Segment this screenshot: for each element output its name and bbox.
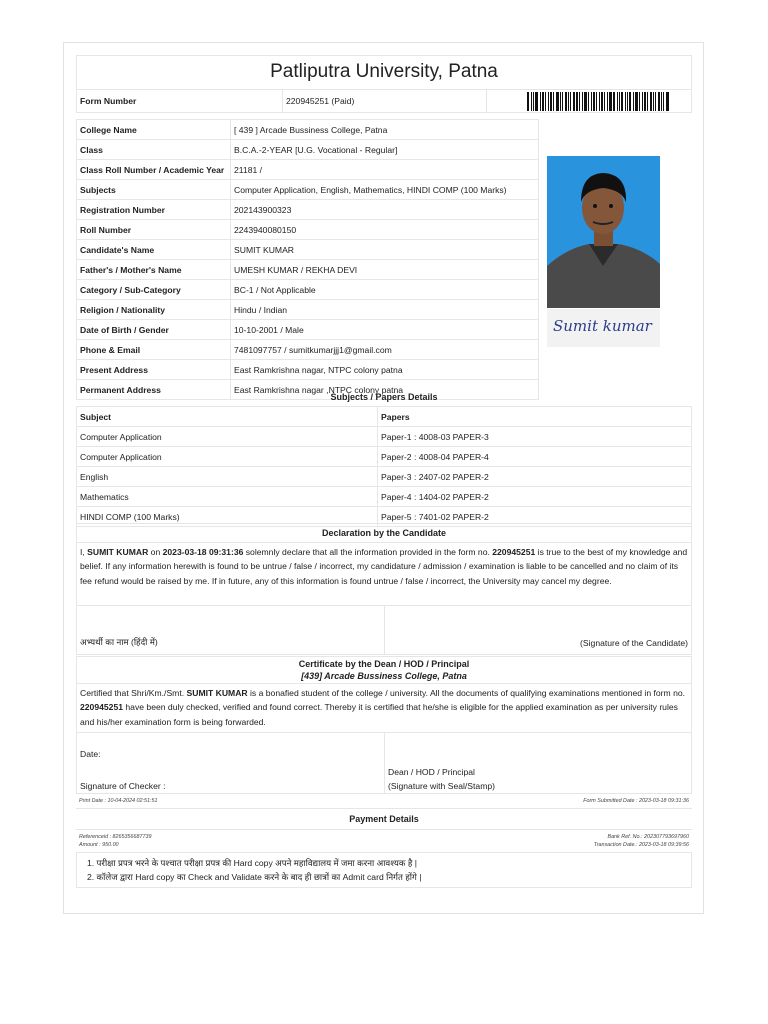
subjects-heading: Subjects / Papers Details — [330, 391, 438, 402]
barcode-bar — [527, 92, 529, 111]
barcode-bar — [560, 92, 561, 111]
date-label: Date: — [80, 749, 101, 759]
detail-row — [77, 200, 539, 220]
barcode-bar — [540, 92, 541, 111]
subject-name: English — [77, 467, 378, 487]
certificate-part: have been duly checked, verified and found correct. Thereby it is certified that he/she is eligible for the applied examination as per university rules and his/her examination form is being forwarded. — [80, 702, 678, 727]
subject-row — [77, 427, 692, 447]
amount: Amount : 950.00 — [79, 842, 119, 848]
paper-name: Paper-4 : 1404-02 PAPER-2 — [378, 487, 692, 507]
detail-row — [77, 320, 539, 340]
barcode-bar — [650, 92, 652, 111]
barcode-bar — [568, 92, 569, 111]
barcode-bar — [666, 92, 669, 111]
detail-row — [77, 220, 539, 240]
barcode-bar — [607, 92, 608, 111]
barcode-bar — [542, 92, 544, 111]
barcode-bar — [531, 92, 532, 111]
certificate-part: Certified that Shri/Km./Smt. — [80, 688, 187, 698]
barcode-bar — [635, 92, 638, 111]
barcode-bar — [619, 92, 620, 111]
declaration-part: solemnly declare that all the information provided in the form no. — [243, 547, 493, 557]
barcode-bar — [579, 92, 580, 111]
barcode-bar — [562, 92, 563, 111]
reference-id: Referenceid : 8265356687739 — [79, 834, 152, 840]
payment-section — [76, 808, 692, 888]
detail-label: Permanent Address — [77, 380, 231, 400]
barcode-bar — [556, 92, 559, 111]
detail-label: Roll Number — [77, 220, 231, 240]
signature-text: Sumit kumar — [553, 317, 652, 335]
subject-row — [77, 447, 692, 467]
instruction-note: 2. कॉलेज द्वारा Hard copy का Check and Validate करने के बाद ही छात्रों का Admit card निर्गत होंगे | — [87, 872, 422, 882]
barcode-bar — [601, 92, 603, 111]
barcode-bar — [627, 92, 628, 111]
barcode-bar — [663, 92, 664, 111]
barcode-bar — [570, 92, 571, 111]
detail-value: 7481097757 / sumitkumarjjj1@gmail.com — [231, 340, 539, 360]
checker-signature-label: Signature of Checker : — [80, 781, 166, 791]
university-title: Patliputra University, Patna — [76, 55, 692, 89]
subject-name: Computer Application — [77, 447, 378, 467]
barcode-bar — [588, 92, 589, 111]
detail-value: 202143900323 — [231, 200, 539, 220]
declaration-part: is true to the best of my knowledge and belief. If any information herewith is found to be untrue / false / incorrect, my candidature / admission / examination is liable to be cancelled and no claim of its fee refund would be raised by me. If in future, any of this information is found untrue / false / incorrect, the University may cancel my degree. — [80, 547, 688, 586]
paper-name: Paper-2 : 4008-04 PAPER-4 — [378, 447, 692, 467]
barcode-bar — [550, 92, 552, 111]
barcode-bar — [655, 92, 656, 111]
barcode-bar — [658, 92, 660, 111]
detail-value: [ 439 ] Arcade Bussiness College, Patna — [231, 120, 539, 140]
dates-row — [76, 797, 692, 806]
barcode-bar — [644, 92, 646, 111]
detail-row — [77, 240, 539, 260]
subject-column-header: Subject — [77, 407, 378, 427]
detail-row — [77, 140, 539, 160]
declaration-part: on — [148, 547, 163, 557]
detail-row — [77, 300, 539, 320]
instruction-note: 1. परीक्षा प्रपत्र भरने के पश्चात परीक्षा प्रपत्र की Hard copy अपने महाविद्यालय में जमा करना आवश्यक है | — [87, 858, 418, 868]
barcode-bar — [617, 92, 618, 111]
detail-label: Date of Birth / Gender — [77, 320, 231, 340]
candidate-signature — [547, 309, 660, 347]
payment-heading: Payment Details — [76, 809, 692, 830]
certificate-form-number: 220945251 — [80, 702, 124, 713]
detail-row — [77, 120, 539, 140]
detail-row — [77, 280, 539, 300]
detail-value: 10-10-2001 / Male — [231, 320, 539, 340]
barcode-bar — [599, 92, 600, 111]
detail-value: East Ramkrishna nagar ,NTPC colony patna — [231, 380, 539, 400]
detail-value: 2243940080150 — [231, 220, 539, 240]
detail-label: Registration Number — [77, 200, 231, 220]
barcode-bar — [642, 92, 643, 111]
detail-row — [77, 180, 539, 200]
barcode-bar — [593, 92, 595, 111]
barcode-bar — [535, 92, 538, 111]
barcode-bar — [545, 92, 546, 111]
subjects-section — [76, 387, 692, 527]
form-number-label: Form Number — [77, 90, 283, 113]
certificate-part: is a bonafied student of the college / university. All the documents of qualifying examinations mentioned in form no. — [247, 688, 686, 698]
barcode-bar — [613, 92, 615, 111]
certificate-college: [439] Arcade Bussiness College, Patna — [301, 671, 467, 681]
detail-value: 21181 / — [231, 160, 539, 180]
barcode-image — [527, 92, 691, 111]
form-submitted-date: Form Submitted Date : 2023-03-18 09:31:36 — [583, 798, 689, 804]
papers-column-header: Papers — [378, 407, 692, 427]
instructions-box — [76, 852, 692, 888]
subject-name: HINDI COMP (100 Marks) — [77, 507, 378, 527]
transaction-date: Transaction Date.: 2023-03-18 09:39:56 — [593, 842, 689, 848]
barcode-bar — [609, 92, 612, 111]
barcode-bar — [573, 92, 575, 111]
barcode-bar — [548, 92, 549, 111]
detail-value: East Ramkrishna nagar, NTPC colony patna — [231, 360, 539, 380]
barcode-bar — [639, 92, 640, 111]
barcode-bar — [604, 92, 605, 111]
barcode-bar — [553, 92, 554, 111]
barcode-bar — [633, 92, 634, 111]
declaration-part: I, — [80, 547, 88, 557]
exam-form-page — [63, 42, 704, 914]
hindi-name-label: अभ्यर्थी का नाम (हिंदी में) — [80, 637, 158, 647]
seal-signature-label: (Signature with Seal/Stamp) — [388, 781, 495, 791]
barcode-bar — [653, 92, 654, 111]
detail-value: BC-1 / Not Applicable — [231, 280, 539, 300]
barcode-bar — [591, 92, 592, 111]
declaration-text — [77, 543, 691, 605]
subject-name: Mathematics — [77, 487, 378, 507]
paper-name: Paper-5 : 7401-02 PAPER-2 — [378, 507, 692, 527]
certificate-candidate-name: SUMIT KUMAR — [186, 688, 248, 698]
barcode-bar — [621, 92, 623, 111]
certificate-section — [76, 656, 692, 794]
detail-label: Father's / Mother's Name — [77, 260, 231, 280]
subject-name: Computer Application — [77, 427, 378, 447]
declaration-candidate-name: SUMIT KUMAR — [87, 547, 149, 557]
barcode-cell — [487, 90, 692, 113]
detail-label: Class — [77, 140, 231, 160]
certificate-text — [77, 684, 691, 732]
barcode-bar — [596, 92, 597, 111]
detail-row — [77, 360, 539, 380]
barcode-bar — [584, 92, 587, 111]
barcode-bar — [565, 92, 567, 111]
paper-name: Paper-1 : 4008-03 PAPER-3 — [378, 427, 692, 447]
detail-label: College Name — [77, 120, 231, 140]
certificate-heading: Certificate by the Dean / HOD / Principal — [298, 659, 470, 669]
detail-row — [77, 160, 539, 180]
detail-label: Class Roll Number / Academic Year — [77, 160, 231, 180]
barcode-bar — [582, 92, 583, 111]
declaration-section — [76, 523, 692, 655]
candidate-signature-label: (Signature of the Candidate) — [580, 638, 688, 648]
detail-label: Phone & Email — [77, 340, 231, 360]
detail-value: B.C.A.-2-YEAR [U.G. Vocational - Regular] — [231, 140, 539, 160]
detail-label: Candidate's Name — [77, 240, 231, 260]
subject-row — [77, 487, 692, 507]
bank-ref-no: Bank Ref. No.: 202307793697960 — [607, 834, 689, 840]
barcode-bar — [533, 92, 534, 111]
detail-label: Religion / Nationality — [77, 300, 231, 320]
barcode-bar — [647, 92, 648, 111]
paper-name: Paper-3 : 2407-02 PAPER-2 — [378, 467, 692, 487]
barcode-bar — [661, 92, 662, 111]
form-number-row — [76, 89, 692, 113]
dean-label: Dean / HOD / Principal — [388, 767, 475, 777]
subject-row — [77, 467, 692, 487]
form-number-value: 220945251 (Paid) — [283, 90, 487, 113]
detail-row — [77, 340, 539, 360]
detail-value: UMESH KUMAR / REKHA DEVI — [231, 260, 539, 280]
candidate-photo — [547, 156, 660, 308]
declaration-datetime: 2023-03-18 09:31:36 — [162, 547, 244, 557]
detail-label: Present Address — [77, 360, 231, 380]
detail-value: SUMIT KUMAR — [231, 240, 539, 260]
print-date: Print Date : 10-04-2024 02:51:51 — [79, 798, 158, 804]
barcode-bar — [629, 92, 631, 111]
detail-row — [77, 260, 539, 280]
declaration-heading: Declaration by the Candidate — [77, 524, 691, 543]
barcode-bar — [625, 92, 626, 111]
declaration-form-number: 220945251 — [492, 547, 536, 557]
barcode-bar — [576, 92, 578, 111]
candidate-details — [76, 119, 539, 400]
detail-value: Hindu / Indian — [231, 300, 539, 320]
detail-value: Computer Application, English, Mathematics, HINDI COMP (100 Marks) — [231, 180, 539, 200]
detail-label: Category / Sub-Category — [77, 280, 231, 300]
detail-label: Subjects — [77, 180, 231, 200]
